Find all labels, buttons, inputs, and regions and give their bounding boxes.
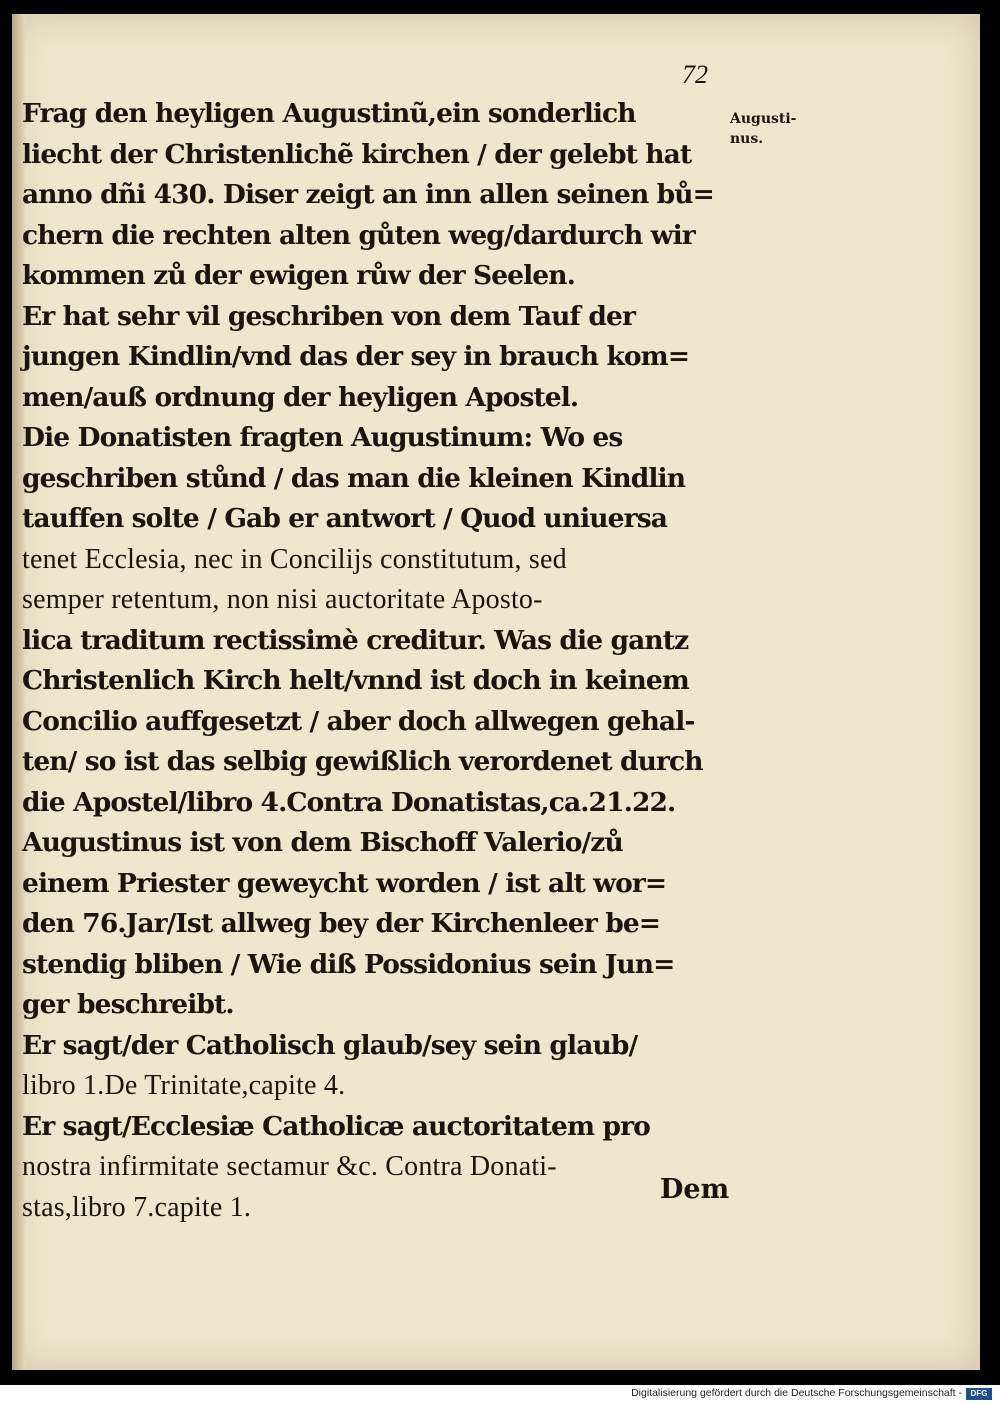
text-line: Frag den heyligen Augustinũ,ein sonderlich: [22, 98, 636, 129]
text-line: Er sagt/Ecclesiæ Catholicæ auctoritatem pro: [22, 1110, 650, 1142]
text-line: Christenlich Kirch helt/vnnd ist doch in keinem: [22, 665, 689, 696]
text-line: chern die rechten alten gůten weg/dardurch wir: [22, 219, 695, 251]
text-line: einem Priester geweycht worden / ist alt wor=: [22, 867, 667, 899]
text-line: stas,libro 7.capite 1.: [22, 1191, 252, 1223]
dfg-logo-icon: DFG: [966, 1388, 992, 1400]
text-line: nostra infirmitate sectamur &c. Contra Donati-: [22, 1151, 557, 1182]
text-line: tenet Ecclesia, nec in Concilijs constitutum, sed: [22, 543, 567, 575]
text-line: ten/ so ist das selbig gewißlich verordenet durch: [22, 746, 703, 777]
text-line: lica traditum rectissimè creditur. Was die gantz: [22, 624, 689, 656]
text-line: kommen zů der ewigen růw der Seelen.: [22, 260, 575, 291]
text-line: ger beschreibt.: [22, 989, 234, 1020]
text-line: Er hat sehr vil geschriben von dem Tauf der: [22, 300, 636, 332]
footer-bar: [0, 1385, 1000, 1404]
text-line: tauffen solte / Gab er antwort / Quod uniuersa: [22, 503, 667, 534]
text-line: geschriben stůnd / das man die kleinen Kindlin: [22, 462, 686, 494]
text-line: jungen Kindlin/vnd das der sey in brauch kom=: [22, 341, 690, 372]
text-line: libro 1.De Trinitate,capite 4.: [22, 1070, 346, 1101]
text-line: den 76.Jar/Ist allweg bey der Kirchenleer be=: [22, 908, 661, 939]
text-line: anno dñi 430. Diser zeigt an inn allen seinen bů=: [22, 179, 714, 210]
text-line: Augustinus ist von dem Bischoff Valerio/zů: [22, 827, 623, 858]
margin-note: Augusti- nus.: [730, 111, 797, 147]
text-line: semper retentum, non nisi auctoritate Aposto-: [22, 584, 543, 615]
scanned-page: [12, 14, 980, 1370]
page-number: 72: [682, 60, 708, 89]
text-line: stendig bliben / Wie diß Possidonius sein Jun=: [22, 948, 675, 980]
text-line: liecht der Christenlichẽ kirchen / der gelebt hat: [22, 138, 692, 170]
text-line: men/auß ordnung der heyligen Apostel.: [22, 381, 579, 413]
text-line: Er sagt/der Catholisch glaub/sey sein glaub/: [22, 1029, 638, 1061]
funding-credit: Digitalisierung gefördert durch die Deutsche Forschungsgemeinschaft -: [631, 1387, 962, 1399]
text-line: die Apostel/libro 4.Contra Donatistas,ca.21.22.: [22, 786, 676, 818]
text-line: Die Donatisten fragten Augustinum: Wo es: [22, 422, 623, 453]
text-block: [22, 94, 742, 1228]
catchword: Dem: [660, 1174, 730, 1205]
text-line: Concilio auffgesetzt / aber doch allwegen gehal-: [22, 705, 695, 737]
